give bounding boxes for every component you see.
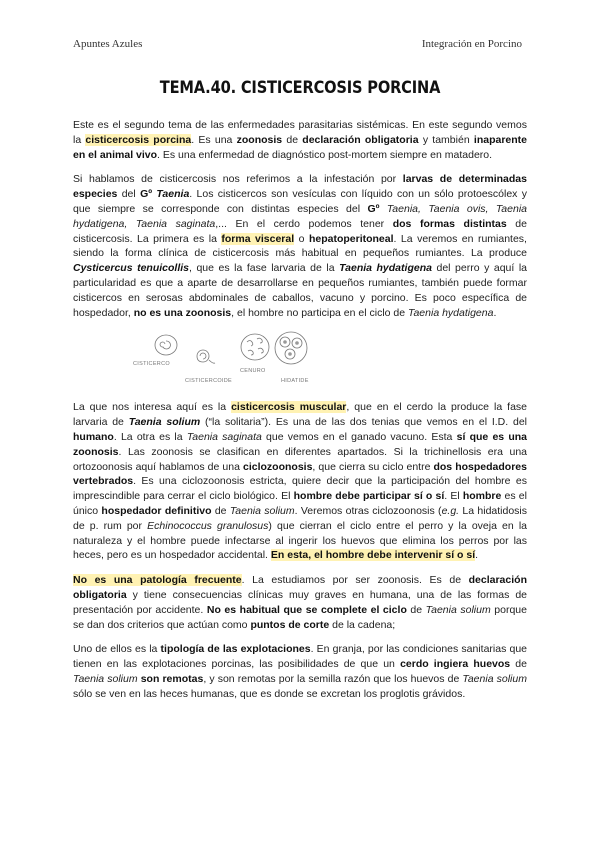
bold-text: cisticercosis porcina <box>85 133 192 146</box>
bold-text: forma visceral <box>221 232 295 245</box>
bold-text: hombre <box>462 490 502 503</box>
text: del <box>117 188 141 201</box>
text: o <box>294 232 309 245</box>
text: , que es la fase larvaria de la <box>189 262 340 275</box>
text: de la cadena; <box>329 618 396 631</box>
bold-text: sí que es una zoonosis <box>73 430 527 458</box>
larval-forms-figure <box>73 330 527 388</box>
text: de <box>282 133 303 146</box>
text: . El <box>444 490 463 503</box>
bold-italic-text: Taenia hydatigena <box>339 262 432 275</box>
italic-text: Taenia solium <box>462 672 527 685</box>
bold-italic-text: Cysticercus tenuicollis <box>73 262 189 275</box>
text: . En granja, por las condiciones sanitarias que tienen en las explotaciones porcinas, las posibilidades de que un <box>73 643 527 671</box>
text: que vemos en el ganado vacuno. Esta <box>261 430 457 443</box>
text: de <box>406 603 426 616</box>
cysticercoid-drawing <box>191 344 217 368</box>
text: . Los cisticercos son vesículas con líquido con un sólo protoescólex y que siempre se corresponde con distintas especies del <box>73 188 528 215</box>
bold-text: No es una patología frecuente <box>73 574 242 587</box>
bold-text: No es habitual que se complete el ciclo <box>206 603 407 616</box>
italic-text: Taenia solium <box>229 504 295 517</box>
bold-text: hombre debe participar sí o sí <box>293 490 445 503</box>
text: , y son remotas por la semilla razón que los huevos de <box>203 672 463 685</box>
text: . La veremos en rumiantes, siendo la forma clínica de cisticercosis más habitual en pequeños rumiantes. La produce <box>73 232 527 260</box>
caption-hidatide: HIDATIDE <box>281 378 309 385</box>
coenurus-drawing <box>238 332 272 362</box>
bold-text: ciclozoonosis <box>242 460 313 473</box>
text: es el único <box>73 490 527 517</box>
hydatid-cyst-drawing <box>273 330 309 366</box>
caption-cisticerco: CISTICERCO <box>133 361 170 368</box>
bold-text: inaparente en el animal vivo <box>73 133 528 161</box>
text: , que cierra su ciclo entre <box>312 460 434 473</box>
text: . Es una <box>191 133 237 146</box>
bold-text: cerdo ingiera huevos <box>400 658 511 671</box>
text: Uno de ellos es la <box>73 643 161 656</box>
bold-text: hepatoperitoneal <box>308 232 394 245</box>
text: de cisticercosis. La primera es la <box>73 217 527 245</box>
text: . <box>475 549 479 562</box>
italic-text: Taenia hydatigena <box>408 306 494 319</box>
text: y también <box>418 133 474 146</box>
caption-cenuro: CENURO <box>240 368 266 375</box>
bold-text: hospedador definitivo <box>101 504 212 517</box>
text: . Es una ciclozoonosis estricta, quiere decir que la participación del hombre es imprescindible para cerrar el ciclo biológico. El <box>73 475 527 503</box>
bold-text: declaración obligatoria <box>73 574 527 601</box>
italic-text: Taenia, Taenia ovis, Taenia hydatigena, Taenia saginata <box>73 202 527 230</box>
paragraph-5 <box>73 642 527 701</box>
bold-text: son remotas <box>140 672 204 685</box>
italic-text: Taenia saginata <box>186 430 262 443</box>
bold-italic-text: Taenia solium <box>128 416 201 429</box>
text: (“la solitaria”). Es una de las dos tenias que vemos en el I.D. del <box>200 416 527 429</box>
bold-text: larvas de determinadas especies <box>73 173 527 201</box>
text: La hidatidosis de p. rum por <box>73 504 528 532</box>
bold-text: declaración obligatoria <box>302 133 419 146</box>
italic-text: Taenia solium <box>425 603 491 616</box>
paragraph-2 <box>73 172 527 320</box>
bold-text: dos formas distintas <box>392 217 507 230</box>
bold-text: humano <box>73 430 114 443</box>
text: del perro y aquí la particularidad es que a aparte de desarrollarse en pequeños rumiantes, también puede formar cisticercos en serosas abdominales de caballos, vacuno y porcino. Es poco específica de hospedador, <box>73 262 528 319</box>
bold-text: puntos de corte <box>250 618 330 631</box>
bold-text: tipología de las explotaciones <box>160 643 311 656</box>
bold-text: En esta, el hombre debe intervenir sí o sí <box>270 549 476 562</box>
text: , que en el cerdo la produce la fase larvaria de <box>73 401 527 429</box>
bold-text: no es una zoonosis <box>133 306 232 319</box>
bold-text: Gº <box>367 202 387 215</box>
text: . Las zoonosis se clasifican en diferentes apartados. Si la trichinellosis era una ortozoonosis aquí hablamos de una <box>73 445 527 473</box>
text: La que nos interesa aquí es la <box>73 401 232 414</box>
text: ,... En el cerdo podemos tener <box>215 217 393 230</box>
document-body <box>73 118 527 712</box>
caption-cisticercoide: CISTICERCOIDE <box>185 378 232 385</box>
cysticercus-drawing <box>151 332 181 358</box>
text: Este es el segundo tema de las enfermedades parasitarias sistémicas. En este segundo vemos la <box>73 119 527 146</box>
bold-text: dos hospedadores vertebrados <box>73 460 527 488</box>
text: . Veremos otras ciclozoonosis ( <box>294 504 442 517</box>
text: porque se dan dos criterios que actúan como <box>73 603 527 631</box>
text: . La otra es la <box>113 430 187 443</box>
header-right: Integración en Porcino <box>421 38 522 50</box>
paragraph-3 <box>73 400 527 563</box>
bold-text: zoonosis <box>236 133 283 146</box>
italic-text: Echinococcus granulosus <box>147 519 269 532</box>
text: . La estudiamos por ser zoonosis. Es de <box>241 574 469 587</box>
text: , el hombre no participa en el ciclo de <box>231 306 409 319</box>
header-left: Apuntes Azules <box>73 38 143 50</box>
bold-text: Gº <box>140 188 157 201</box>
text: ) que cierran el ciclo entre el perro y la oveja en la naturaleza y el hombre puede infectarse al ingerir los huevos que elimina los perros por las heces, pero es un hospedador accidental. <box>73 519 527 562</box>
text: de <box>510 658 527 671</box>
paragraph-4 <box>73 573 527 632</box>
italic-text: e.g. <box>441 504 460 517</box>
text: Si hablamos de cisticercosis nos referimos a la infestación por <box>73 173 403 186</box>
text: sólo se ven en las heces humanas, que es donde se excretan los proglotis grávidos. <box>73 687 466 700</box>
paragraph-1 <box>73 118 527 162</box>
text: . Es una enfermedad de diagnóstico post-mortem siempre en matadero. <box>157 148 493 161</box>
italic-text: Taenia solium <box>73 672 138 685</box>
text: . <box>493 306 497 319</box>
bold-text: cisticercosis muscular <box>231 401 347 414</box>
text: y tiene consecuencias clínicas muy graves en humana, una de las formas de presentación por accidente. <box>73 588 527 616</box>
text: de <box>211 504 230 517</box>
page-title: TEMA.40. CISTICERCOSIS PORCINA <box>159 78 441 98</box>
bold-italic-text: Taenia <box>156 188 190 201</box>
